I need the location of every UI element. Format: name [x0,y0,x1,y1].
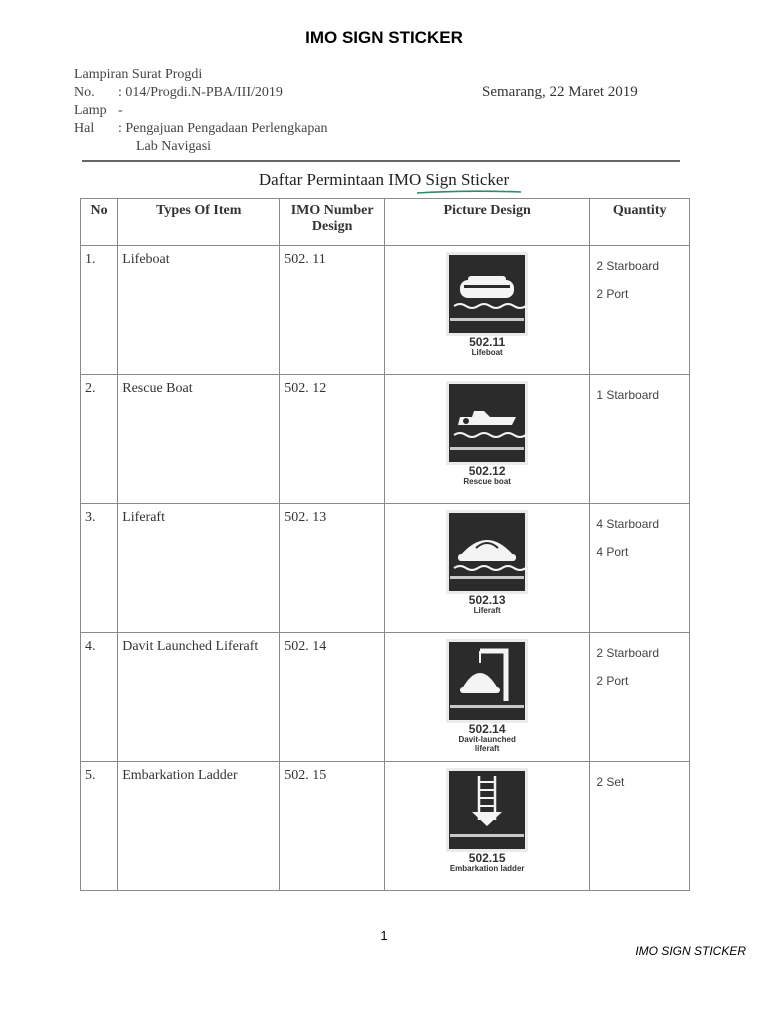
cell-picture [384,246,589,375]
list-heading-text: Daftar Permintaan IMO Sign Sticker [258,170,510,189]
cell-picture [384,375,589,504]
liferaft-icon [446,510,528,594]
request-table [80,198,690,891]
cell-quantity [590,504,690,633]
sign-caption: Liferaft [473,606,501,615]
cell-imo: 502. 13 [280,504,385,633]
lifeboat-icon [446,252,528,336]
letter-metadata [74,66,328,156]
cell-quantity [590,246,690,375]
sign-code: 502.12 [468,464,506,478]
quantity-line: 2 Starboard [596,259,660,273]
cell-no: 4. [81,633,118,762]
cell-no: 1. [81,246,118,375]
sign-caption-continued: liferaft [474,744,500,753]
cell-imo: 502. 12 [280,375,385,504]
cell-no: 3. [81,504,118,633]
quantity-line: 4 Starboard [596,517,660,531]
sign-sticker [445,639,529,753]
cell-type: Lifeboat [118,246,280,375]
place-date: Semarang, 22 Maret 2019 [482,84,638,100]
sign-sticker [445,510,529,615]
list-heading [0,170,768,190]
cell-imo: 502. 15 [280,762,385,891]
cell-no: 2. [81,375,118,504]
footer-text: IMO SIGN STICKER [635,944,746,958]
sign-caption: Davit-launched [458,735,516,744]
sign-caption: Lifeboat [471,348,503,357]
hal-label: Hal [74,121,95,136]
sign-code: 502.13 [468,593,506,607]
cell-no: 5. [81,762,118,891]
sign-caption: Embarkation ladder [449,864,525,873]
quantity-line: 1 Starboard [596,388,660,402]
rescue-boat-icon [446,381,528,465]
quantity-line: 2 Starboard [596,646,660,660]
header-no: No [81,199,118,246]
quantity-line: 2 Port [596,674,629,688]
header-imo: IMO Number Design [280,199,385,246]
cell-imo: 502. 11 [280,246,385,375]
table-row [81,633,690,762]
header-quantity: Quantity [590,199,690,246]
attachment-line: Lampiran Surat Progdi [74,67,203,82]
lamp-label: Lamp [74,103,107,118]
table-header-row [81,199,690,246]
sign-code: 502.15 [468,851,506,865]
page-title: IMO SIGN STICKER [305,28,463,47]
sign-code: 502.11 [469,335,506,349]
cell-quantity [590,762,690,891]
sign-sticker [445,252,529,357]
cell-picture [384,633,589,762]
quantity-line: 4 Port [596,545,629,559]
cell-quantity [590,375,690,504]
no-label: No. [74,85,95,100]
header-type: Types Of Item [118,199,280,246]
cell-picture [384,504,589,633]
embarkation-ladder-icon [446,768,528,852]
sign-sticker [445,381,529,486]
cell-type: Rescue Boat [118,375,280,504]
quantity-line: 2 Set [596,775,625,789]
quantity-line: 2 Port [596,287,629,301]
page-number: 1 [380,928,388,943]
cell-picture [384,762,589,891]
lamp-value: - [118,103,123,118]
no-value: : 014/Progdi.N-PBA/III/2019 [118,85,283,100]
cell-type: Davit Launched Liferaft [118,633,280,762]
header-picture: Picture Design [384,199,589,246]
cell-type: Embarkation Ladder [118,762,280,891]
cell-imo: 502. 14 [280,633,385,762]
cell-type: Liferaft [118,504,280,633]
divider [82,160,680,162]
table-row [81,246,690,375]
sign-sticker [445,768,529,873]
hal-value: : Pengajuan Pengadaan Perlengkapan [118,121,328,136]
table-row [81,762,690,891]
table-row [81,375,690,504]
sign-code: 502.14 [468,722,506,736]
table-row [81,504,690,633]
sign-caption: Rescue boat [463,477,511,486]
handwritten-underline [416,190,522,195]
davit-launched-liferaft-icon [446,639,528,723]
cell-quantity [590,633,690,762]
hal-value-continued: Lab Navigasi [136,139,212,154]
